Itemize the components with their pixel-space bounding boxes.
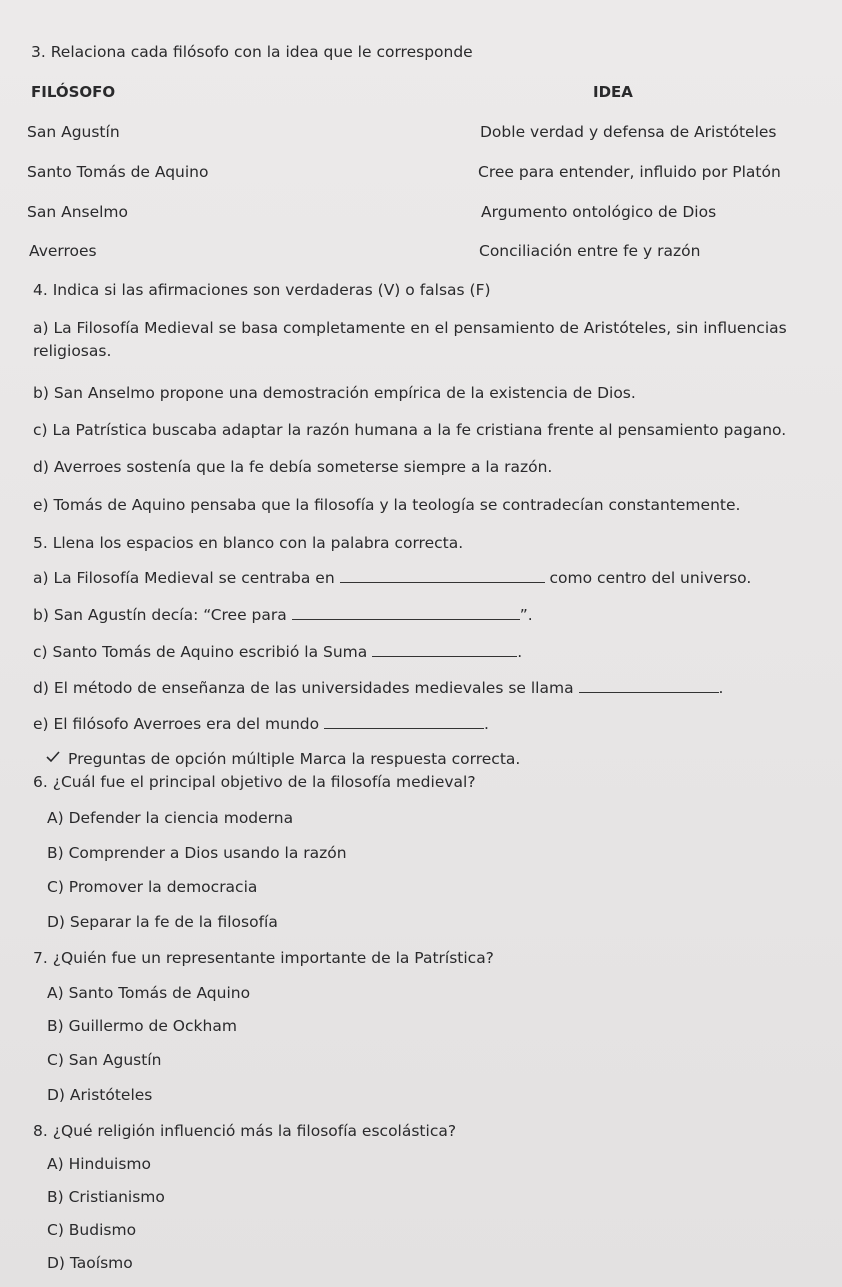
q7-option-b[interactable]: B) Guillermo de Ockham (47, 1017, 237, 1035)
q5-d-blank[interactable] (579, 678, 719, 693)
q7-title: 7. ¿Quién fue un representante importante de la Patrística? (33, 949, 494, 967)
q7-option-d[interactable]: D) Aristóteles (47, 1086, 153, 1104)
mc-header (46, 749, 520, 769)
q5-a-before: a) La Filosofía Medieval se centraba en (33, 569, 335, 587)
q5-e-before: e) El filósofo Averroes era del mundo (33, 715, 320, 733)
q3-philosopher-1: San Agustín (27, 123, 120, 141)
q5-a-after: como centro del universo. (549, 569, 752, 587)
q3-idea-2: Cree para entender, influido por Platón (478, 163, 781, 181)
q3-col-philosopher: FILÓSOFO (31, 83, 116, 101)
q5-item-d (33, 678, 723, 698)
q6-option-b[interactable]: B) Comprender a Dios usando la razón (47, 844, 347, 862)
q5-c-blank[interactable] (372, 642, 517, 657)
q6-option-a[interactable]: A) Defender la ciencia moderna (47, 809, 294, 827)
q8-option-b[interactable]: B) Cristianismo (47, 1188, 165, 1206)
q6-option-d[interactable]: D) Separar la fe de la filosofía (47, 913, 278, 931)
q3-philosopher-2: Santo Tomás de Aquino (27, 163, 209, 181)
q8-option-a[interactable]: A) Hinduismo (47, 1155, 151, 1173)
q5-item-e (33, 714, 489, 734)
q4-statement-a-line1: a) La Filosofía Medieval se basa completamente en el pensamiento de Aristóteles, sin influencias (33, 319, 787, 337)
q3-idea-4: Conciliación entre fe y razón (479, 242, 701, 260)
q5-item-b (33, 605, 533, 625)
q7-option-c[interactable]: C) San Agustín (47, 1051, 162, 1069)
q5-b-before: b) San Agustín decía: “Cree para (33, 606, 287, 624)
q3-idea-3: Argumento ontológico de Dios (481, 203, 717, 221)
q5-d-before: d) El método de enseñanza de las universidades medievales se llama (33, 679, 574, 697)
q8-option-c[interactable]: C) Budismo (47, 1221, 137, 1239)
q5-item-a (33, 568, 751, 588)
q4-statement-b: b) San Anselmo propone una demostración empírica de la existencia de Dios. (33, 384, 636, 402)
q5-e-after: . (484, 715, 489, 733)
q5-c-after: . (517, 643, 523, 661)
q5-e-blank[interactable] (324, 714, 484, 729)
q6-option-c[interactable]: C) Promover la democracia (47, 878, 258, 896)
q4-statement-a-line2: religiosas. (33, 342, 112, 360)
q8-option-d[interactable]: D) Taoísmo (47, 1254, 133, 1272)
mc-header-text: Preguntas de opción múltiple Marca la respuesta correcta. (68, 750, 521, 768)
q8-title: 8. ¿Qué religión influenció más la filosofía escolástica? (33, 1122, 457, 1140)
q4-statement-e: e) Tomás de Aquino pensaba que la filosofía y la teología se contradecían constantemente. (33, 496, 741, 514)
q4-statement-d: d) Averroes sostenía que la fe debía someterse siempre a la razón. (33, 458, 553, 476)
checkmark-icon (46, 749, 60, 769)
q5-b-after: ”. (519, 606, 533, 624)
q7-option-a[interactable]: A) Santo Tomás de Aquino (47, 984, 251, 1002)
q6-title: 6. ¿Cuál fue el principal objetivo de la filosofía medieval? (33, 773, 476, 791)
q5-b-blank[interactable] (292, 605, 520, 620)
q5-title: 5. Llena los espacios en blanco con la palabra correcta. (33, 534, 464, 552)
q3-title: 3. Relaciona cada filósofo con la idea que le corresponde (31, 43, 473, 61)
q3-philosopher-3: San Anselmo (27, 203, 129, 221)
q3-philosopher-4: Averroes (29, 242, 97, 260)
q5-c-before: c) Santo Tomás de Aquino escribió la Suma (33, 643, 368, 661)
q3-idea-1: Doble verdad y defensa de Aristóteles (480, 123, 777, 141)
q4-statement-c: c) La Patrística buscaba adaptar la razón humana a la fe cristiana frente al pensamiento pagano. (33, 421, 787, 439)
q5-a-blank[interactable] (340, 568, 545, 583)
q5-d-after: . (718, 679, 724, 697)
q3-col-idea: IDEA (593, 83, 633, 101)
q4-title: 4. Indica si las afirmaciones son verdaderas (V) o falsas (F) (33, 281, 491, 299)
q5-item-c (33, 642, 522, 662)
